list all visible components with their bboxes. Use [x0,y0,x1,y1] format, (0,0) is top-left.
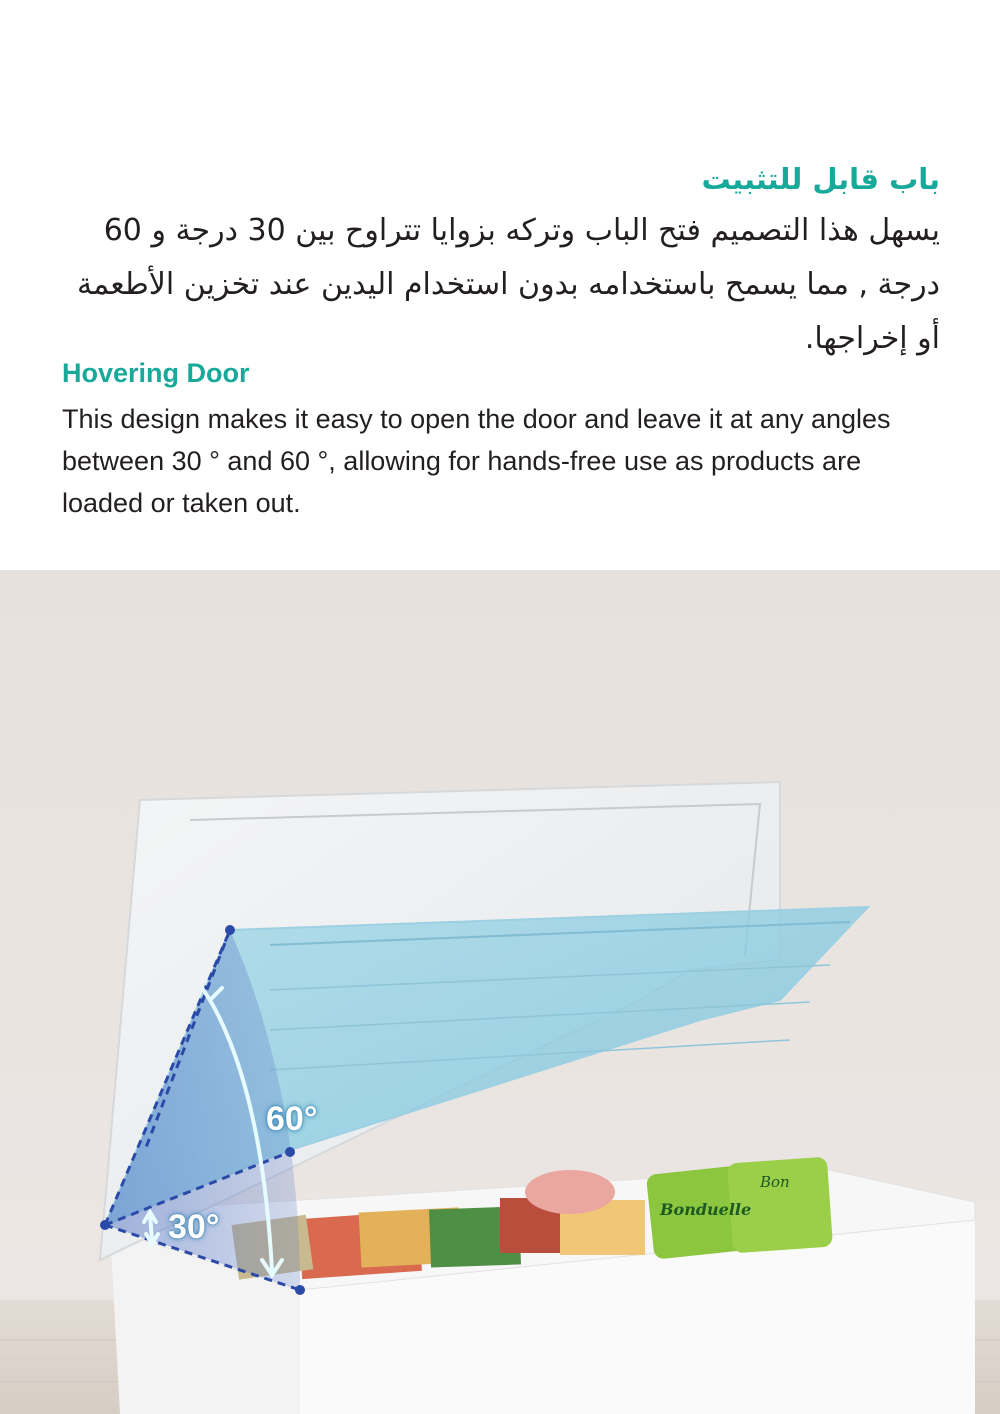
freezer-illustration [0,570,1000,1414]
food-label-bon: Bon [760,1173,790,1191]
food-label-bonduelle: Bonduelle [660,1200,752,1219]
english-title: Hovering Door [62,358,250,388]
angle-label-30: 30° [168,1208,220,1246]
arabic-description: يسهل هذا التصميم فتح الباب وتركه بزوايا تتراوح بين 30 درجة و 60 درجة , مما يسمح باستخدامه بدون استخدام اليدين عند تخزين الأطعمة أو إخراجها. [76,213,940,356]
english-description: This design makes it easy to open the door and leave it at any angles between 30 ° and 60 °, allowing for hands-free use as products are loaded or taken out. [62,404,891,518]
arabic-title: باب قابل للتثبيت [701,162,940,196]
angle-label-60: 60° [266,1100,318,1138]
product-photo [0,570,1000,1414]
